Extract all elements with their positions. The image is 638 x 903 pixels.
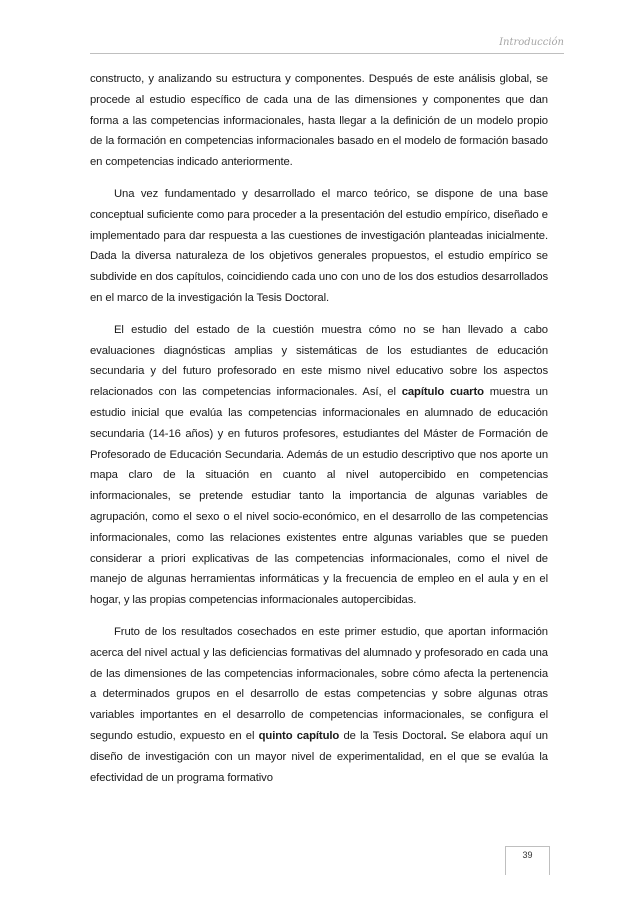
- paragraph-text: de la Tesis Doctoral: [339, 729, 444, 742]
- header-rule: [90, 53, 564, 54]
- paragraph-text: El estudio del estado de la cuestión muestra cómo no se han llevado a cabo evaluaciones diagnósticas amplias y sistemáticas de los estudiantes de educación secundaria y del futuro profesorado en este mismo nivel educativo sobre los aspectos relacionados con las competencias informacionales. Así, el: [90, 323, 548, 399]
- running-header: Introducción: [499, 37, 564, 48]
- bold-text: .: [443, 729, 447, 742]
- paragraph: [90, 320, 548, 611]
- paragraph: [90, 69, 548, 173]
- bold-text: quinto capítulo: [258, 729, 340, 742]
- body-text: [90, 69, 548, 799]
- paragraph-text: constructo, y analizando su estructura y componentes. Después de este análisis global, se procede al estudio específico de cada una de las dimensiones y componentes que dan forma a las competencias informacionales, hasta llegar a la definición de un modelo propio de la formación en competencias informacionales basado en el modelo de formación basado en competencias indicado anteriormente.: [90, 73, 548, 169]
- paragraph: [90, 184, 548, 309]
- paragraph: [90, 622, 548, 788]
- paragraph-text: Fruto de los resultados cosechados en este primer estudio, que aportan información acerca del nivel actual y las deficiencias formativas del alumnado y profesorado en cada una de las dimensiones de las competencias informacionales, sobre cómo afecta la pertenencia a determinados grupos en el desarrollo de estas competencias y sobre algunas otras variables importantes en el desarrollo de competencias informacionales, se configura el segundo estudio, expuesto en el: [90, 625, 548, 742]
- bold-text: capítulo cuarto: [401, 386, 484, 399]
- paragraph-text: muestra un estudio inicial que evalúa las competencias informacionales en alumnado de educación secundaria (14-16 años) y en futuros profesores, estudiantes del Máster de Formación de Profesorado de Educación Secundaria. Además de un estudio descriptivo que nos aporte un mapa claro de la situación en cuanto al nivel autopercibido en competencias informacionales, se pretende estudiar tanto la importancia de algunas variables de agrupación, como el sexo o el nivel socio-económico, en el desarrollo de las competencias informacionales, como las relaciones existentes entre algunas variables que se pueden considerar a priori explicativas de las competencias informacionales, como el nivel de manejo de algunas herramientas informáticas y la frecuencia de empleo en el aula y en el hogar, y las propias competencias informacionales autopercibidas.: [90, 386, 548, 607]
- page-number: 39: [522, 850, 533, 860]
- paragraph-text: Una vez fundamentado y desarrollado el marco teórico, se dispone de una base conceptual suficiente como para proceder a la presentación del estudio empírico, diseñado e implementado para dar respuesta a las cuestiones de investigación planteadas inicialmente. Dada la diversa naturaleza de los objetivos generales propuestos, el estudio empírico se subdivide en dos capítulos, coincidiendo cada uno con uno de los dos estudios desarrollados en el marco de la investigación la Tesis Doctoral.: [90, 187, 548, 304]
- paragraph-text: Se elabora aquí un diseño de investigación con un mayor nivel de experimentalidad, en el que se evalúa la efectividad de un programa formativo: [90, 729, 548, 784]
